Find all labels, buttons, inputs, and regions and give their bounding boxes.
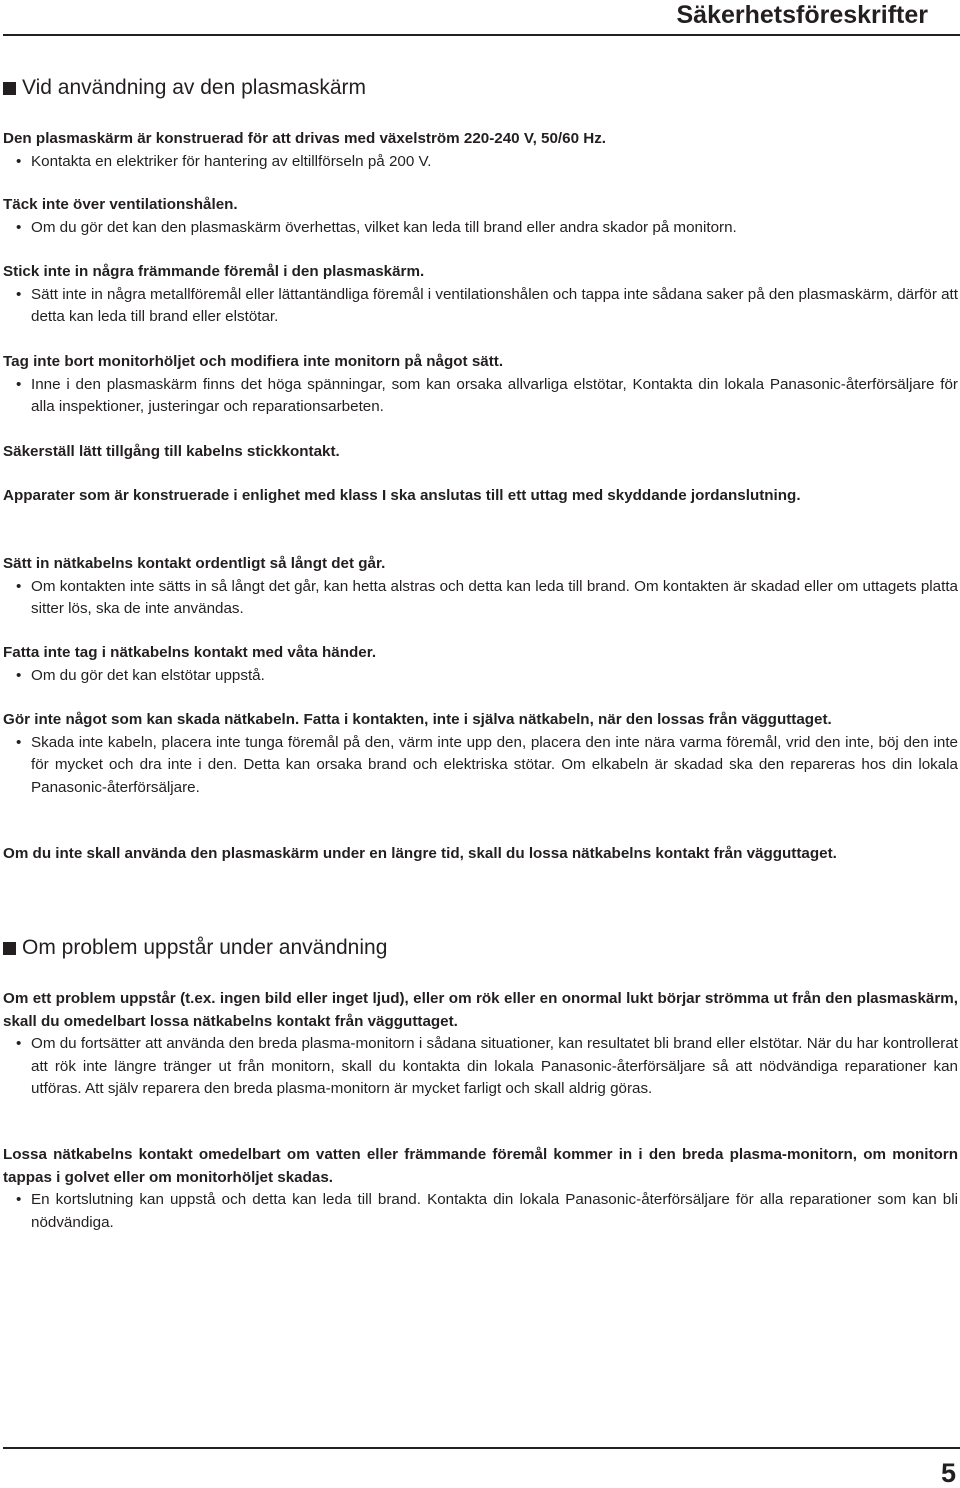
header-divider xyxy=(3,34,960,36)
bullet-icon: • xyxy=(16,375,22,393)
warning-block xyxy=(3,351,958,419)
bullet-icon: • xyxy=(16,733,22,751)
warning-block xyxy=(3,128,958,173)
bullet-icon: • xyxy=(16,218,22,236)
warning-block xyxy=(3,485,958,508)
warning-block xyxy=(3,709,958,799)
warning-heading: Sätt in nätkabelns kontakt ordentligt så långt det går. xyxy=(3,555,386,572)
warning-block xyxy=(3,553,958,621)
warning-heading: Om du inte skall använda den plasmaskärm under en längre tid, skall du lossa nätkabelns kontakt från vägguttaget. xyxy=(3,845,837,862)
square-bullet-icon xyxy=(3,82,16,95)
bullet-icon: • xyxy=(16,152,22,170)
warning-block xyxy=(3,642,958,687)
warning-heading: Fatta inte tag i nätkabelns kontakt med våta händer. xyxy=(3,644,377,661)
warning-heading: Lossa nätkabelns kontakt omedelbart om vatten eller främmande föremål kommer in i den breda plasma-monitorn, om monitorn tappas i golvet eller om monitorhöljet skadas. xyxy=(3,1146,958,1186)
bullet-icon: • xyxy=(16,285,22,303)
warning-block xyxy=(3,441,958,464)
bullet-icon: • xyxy=(16,1035,22,1052)
bullet-icon: • xyxy=(16,577,22,595)
warning-bullet: • Om du fortsätter att använda den breda plasma-monitorn i sådana situationer, kan resultatet bli brand eller elstötar. När du har kontrollerat att rök inte längre tränger ut från monitorn, skall du kontakta din lokala Panasonic-återförsäljare så att nödvändiga reparationer kan utföras. Att själv reparera den breda plasma-monitorn är mycket farligt och skall aldrig göras. xyxy=(16,1035,958,1097)
bullet-icon: • xyxy=(16,666,22,684)
bullet-icon: • xyxy=(16,1191,22,1208)
warning-block xyxy=(3,194,958,239)
warning-bullet: • Kontakta en elektriker för hantering av eltillförseln på 200 V. xyxy=(3,151,958,174)
warning-heading: Säkerställ lätt tillgång till kabelns stickkontakt. xyxy=(3,443,340,460)
warning-bullet: • Om du gör det kan den plasmaskärm överhettas, vilket kan leda till brand eller andra skador på monitorn. xyxy=(3,217,958,240)
warning-heading: Den plasmaskärm är konstruerad för att drivas med växelström 220-240 V, 50/60 Hz. xyxy=(3,130,607,147)
warning-bullet: • Sätt inte in några metallföremål eller lättantändliga föremål i ventilationshålen och tappa inte sådana saker på den plasmaskärm, därför att detta kan leda till brand eller elstötar. xyxy=(16,285,958,325)
warning-heading: Tag inte bort monitorhöljet och modifiera inte monitorn på något sätt. xyxy=(3,353,504,370)
footer-divider xyxy=(3,1447,960,1449)
warning-bullet: • En kortslutning kan uppstå och detta kan leda till brand. Kontakta din lokala Panasonic-återförsäljare för alla reparationer som kan bli nödvändiga. xyxy=(16,1191,958,1231)
warning-block xyxy=(3,843,958,866)
warning-bullet: • Inne i den plasmaskärm finns det höga spänningar, som kan orsaka allvarliga elstötar, Kontakta din lokala Panasonic-återförsäljare för alla inspektioner, justeringar och reparationsarbeten. xyxy=(16,375,958,415)
warning-block xyxy=(3,1144,958,1234)
warning-bullet: • Om du gör det kan elstötar uppstå. xyxy=(3,665,958,688)
warning-bullet: • Om kontakten inte sätts in så långt det går, kan hetta alstras och detta kan leda till brand. Om kontakten är skadad eller om uttagets platta sitter lös, ska de inte användas. xyxy=(16,577,958,617)
section-title xyxy=(3,75,366,101)
warning-heading: Täck inte över ventilationshålen. xyxy=(3,196,238,213)
warning-block xyxy=(3,261,958,329)
page-number: 5 xyxy=(940,1458,956,1488)
warning-heading: Gör inte något som kan skada nätkabeln. Fatta i kontakten, inte i själva nätkabeln, när den lossas från vägguttaget. xyxy=(3,711,832,728)
header-title: Säkerhetsföreskrifter xyxy=(676,1,928,29)
warning-heading: Apparater som är konstruerade i enlighet med klass I ska anslutas till ett uttag med skyddande jordanslutning. xyxy=(3,487,801,504)
warning-heading: Stick inte in några främmande föremål i den plasmaskärm. xyxy=(3,263,425,280)
page-header xyxy=(0,0,960,36)
square-bullet-icon xyxy=(3,942,16,955)
warning-heading: Om ett problem uppstår (t.ex. ingen bild eller inget ljud), eller om rök eller en onormal lukt börjar strömma ut från den plasmaskärm, skall du omedelbart lossa nätkabelns kontakt från vägguttaget. xyxy=(3,990,958,1030)
section-title-text: Om problem uppstår under användning xyxy=(22,936,388,959)
section-title-text: Vid användning av den plasmaskärm xyxy=(22,76,366,99)
warning-block xyxy=(3,988,958,1101)
warning-bullet: • Skada inte kabeln, placera inte tunga föremål på den, värm inte upp den, placera den inte nära varma föremål, vrid den inte, böj den inte för mycket och dra inte i den. Detta kan orsaka brand och elektriska stötar. Om elkabeln är skadad ska den repareras hos din lokala Panasonic-återförsäljare. xyxy=(16,733,958,796)
section-title xyxy=(3,935,387,961)
